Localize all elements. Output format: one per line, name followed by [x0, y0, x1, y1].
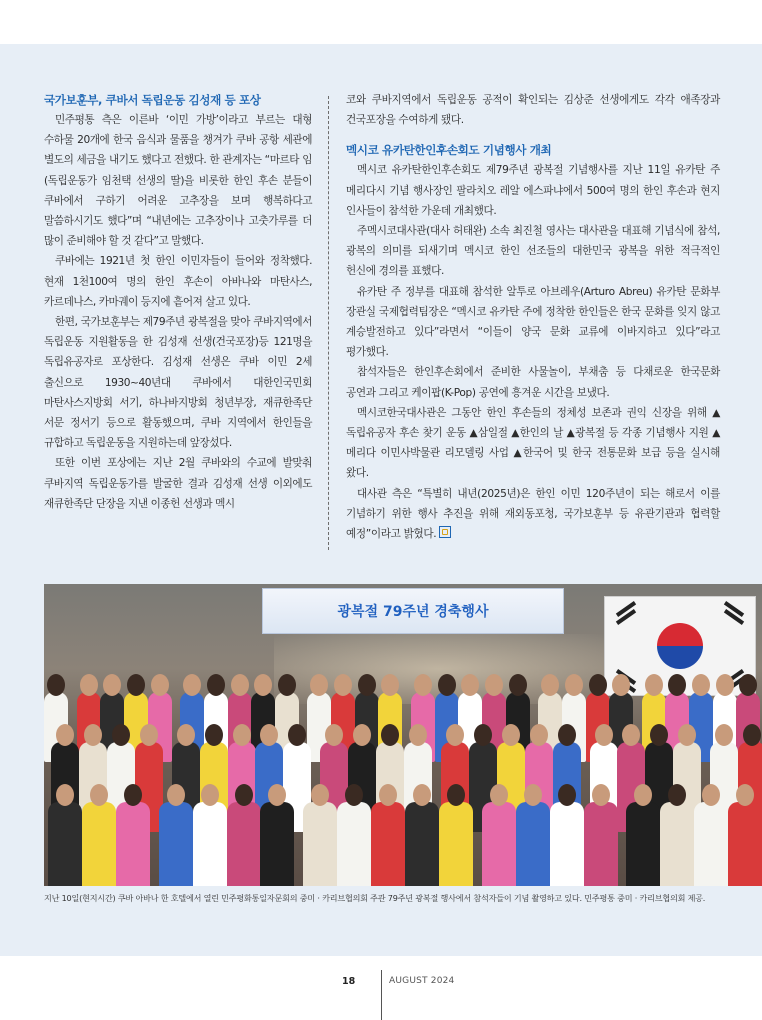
person: [728, 802, 762, 886]
person-head: [645, 674, 663, 696]
person: [159, 802, 193, 886]
right-paragraph-2: 주멕시코대사관(대사 허태완) 소속 최진철 영사는 대사관을 대표해 기념식에 참석, 광복의 의미를 되새기며 멕시코 한인 선조들의 대한민국 광복을 위한 적극적인 헌신에 경의를 표했다.: [346, 225, 720, 278]
page-number: 18: [342, 976, 356, 987]
person: [516, 802, 550, 886]
person-head: [692, 674, 710, 696]
person-head: [592, 784, 610, 806]
person: [260, 802, 294, 886]
person-head: [413, 784, 431, 806]
person: [337, 802, 371, 886]
right-paragraph-6: [346, 484, 720, 545]
column-divider: [328, 96, 329, 550]
person-head: [461, 674, 479, 696]
person-head: [447, 784, 465, 806]
left-column: [44, 90, 312, 514]
person-head: [736, 784, 754, 806]
person-head: [715, 724, 733, 746]
person: [439, 802, 473, 886]
person-head: [438, 674, 456, 696]
person-head: [207, 674, 225, 696]
right-paragraph-1: 멕시코 유카탄한인후손회도 제79주년 광복절 기념행사를 지난 11일 유카탄 주 메리다시 기념 행사장인 팔라치오 레알 에스파냐에서 500여 명의 한인 후손과 현지 인사들이 참석한 가운데 개최했다.: [346, 164, 720, 217]
person-head: [112, 724, 130, 746]
person-head: [201, 784, 219, 806]
left-paragraph-4: 또한 이번 포상에는 지난 2월 쿠바와의 수교에 발맞춰 쿠바지역 독립운동가를 발굴한 결과 김성재 선생 이외에도 재큐한족단 단장을 지낸 이종헌 선생과 멕시: [44, 457, 312, 510]
person-head: [47, 674, 65, 696]
person-head: [353, 724, 371, 746]
person-head: [268, 784, 286, 806]
person: [405, 802, 439, 886]
right-heading: 멕시코 유카탄한인후손회도 기념행사 개최: [346, 143, 552, 158]
person-head: [127, 674, 145, 696]
person: [303, 802, 337, 886]
person-head: [558, 784, 576, 806]
crowd: [44, 664, 762, 886]
person-head: [743, 724, 761, 746]
person: [660, 802, 694, 886]
person-head: [474, 724, 492, 746]
person-head: [167, 784, 185, 806]
person-head: [254, 674, 272, 696]
person-head: [612, 674, 630, 696]
person-head: [345, 784, 363, 806]
group-photo: [44, 584, 762, 886]
person-head: [325, 724, 343, 746]
person-head: [205, 724, 223, 746]
person-head: [634, 784, 652, 806]
person: [116, 802, 150, 886]
person-head: [668, 784, 686, 806]
person-head: [379, 784, 397, 806]
person-head: [278, 674, 296, 696]
person-head: [310, 674, 328, 696]
page-footer: [0, 970, 762, 1020]
person: [227, 802, 261, 886]
left-heading: 국가보훈부, 쿠바서 독립운동 김성재 등 포상: [44, 93, 261, 107]
footer-divider: [381, 970, 382, 1020]
person: [193, 802, 227, 886]
photo-caption: 지난 10일(현지시간) 쿠바 아바나 한 호텔에서 열린 민주평화통일자문회의 중미 · 카리브협의회 주관 79주년 광복절 행사에서 참석자들이 기념 촬영하고 있다. 민주평통 중미 · 카리브협의회 제공.: [44, 893, 706, 903]
right-paragraph-6-text: 대사관 측은 “특별히 내년(2025년)은 한인 이민 120주년이 되는 해로서 이를 기념하기 위한 행사 추진을 위해 재외동포청, 국가보훈부 등 유관기관과 협력할 예정”이라고 밝혔다.: [346, 487, 720, 541]
right-continuation: 코와 쿠바지역에서 독립운동 공적이 확인되는 김상준 선생에게도 각각 애족장과 건국포장을 수여하게 됐다.: [346, 94, 720, 127]
event-banner: [262, 588, 564, 634]
right-paragraph-3: 유카탄 주 정부를 대표해 참석한 알투로 아브레우(Arturo Abreu) 유카탄 문화부 장관실 국제협력팀장은 “멕시코 유카탄 주에 정착한 한인들은 한국 문화를 잊지 않고 계승발전하고 있다”라면서 “이들이 양국 문화 교류에 이바지하고 있다”라고 평가했다.: [346, 285, 720, 359]
person-head: [103, 674, 121, 696]
left-paragraph-3: 한편, 국가보훈부는 제79주년 광복절을 맞아 쿠바지역에서 독립운동 지원활동을 한 김성재 선생(건국포장)등 121명을 독립유공자로 포상한다. 김성재 선생은 쿠바 이민 2세 출신으로 1930~40년대 쿠바에서 대한인국민회 마탄사스지방회 서기, 하나바지방회 청년부장, 재큐한족단 서문 정서기 등으로 활동했으며, 쿠바 지역에서 한인들을 규합하고 독립운동을 지원하는데 앞장섰다.: [44, 316, 312, 450]
person: [482, 802, 516, 886]
person-head: [541, 674, 559, 696]
person: [626, 802, 660, 886]
person: [48, 802, 82, 886]
person-head: [233, 724, 251, 746]
person: [550, 802, 584, 886]
person: [694, 802, 728, 886]
person-head: [288, 724, 306, 746]
person-head: [260, 724, 278, 746]
person-head: [678, 724, 696, 746]
person-head: [90, 784, 108, 806]
person-head: [235, 784, 253, 806]
person-head: [558, 724, 576, 746]
person-head: [509, 674, 527, 696]
person-head: [56, 784, 74, 806]
person-head: [446, 724, 464, 746]
person-head: [650, 724, 668, 746]
person-head: [565, 674, 583, 696]
person-head: [183, 674, 201, 696]
right-paragraph-4: 참석자들은 한인후손회에서 준비한 사물놀이, 부채춤 등 다채로운 한국문화 공연과 그리고 케이팝(K-Pop) 공연에 흥겨운 시간을 보냈다.: [346, 366, 720, 399]
person-head: [414, 674, 432, 696]
person: [371, 802, 405, 886]
person-head: [490, 784, 508, 806]
right-paragraph-5: 멕시코한국대사관은 그동안 한인 후손들의 정체성 보존과 권익 신장을 위해 ▲독립유공자 후손 찾기 운동 ▲삼일절 ▲한인의 날 ▲광복절 등 각종 기념행사 지원 ▲메리다 이민사박물관 리모델링 사업 ▲한국어 및 한국 전통문화 보급 등을 실시해 왔다.: [346, 406, 720, 480]
issue-date: AUGUST 2024: [389, 976, 455, 986]
person-head: [739, 674, 757, 696]
person-head: [84, 724, 102, 746]
person-head: [530, 724, 548, 746]
person-head: [177, 724, 195, 746]
person-head: [409, 724, 427, 746]
person-head: [485, 674, 503, 696]
person-head: [381, 674, 399, 696]
right-column: [346, 90, 720, 544]
left-paragraph-1: 민주평통 측은 이른바 ‘이민 가방’이라고 부르는 대형 수하물 20개에 한국 음식과 물품을 챙겨가 쿠바 공항 세관에 별도의 세금을 내기도 했다고 전했다. 한 관계자는 “마르타 임(독립운동가 임천택 선생의 딸)을 비롯한 한인 후손 분들이 쿠바에서 구하기 어려운 고추장을 보며 행복하다고 말씀하시기도 했다”며 “내년에는 고추장이나 고춧가루를 더 많이 준비해야 할 것 같다”고 말했다.: [44, 114, 312, 248]
person-head: [668, 674, 686, 696]
person-head: [151, 674, 169, 696]
person-head: [381, 724, 399, 746]
person-head: [124, 784, 142, 806]
person-head: [80, 674, 98, 696]
person-head: [140, 724, 158, 746]
person-head: [716, 674, 734, 696]
person-head: [311, 784, 329, 806]
person-head: [595, 724, 613, 746]
person-head: [334, 674, 352, 696]
person-head: [622, 724, 640, 746]
left-paragraph-2: 쿠바에는 1921년 첫 한인 이민자들이 들어와 정착했다. 현재 1천100여 명의 한인 후손이 아바나와 마탄사스, 카르데나스, 카마궤이 등지에 흩어져 살고 있다.: [44, 255, 312, 308]
person: [584, 802, 618, 886]
person-head: [231, 674, 249, 696]
person-head: [56, 724, 74, 746]
person-head: [358, 674, 376, 696]
person: [82, 802, 116, 886]
end-mark-icon: [439, 526, 451, 538]
person-head: [524, 784, 542, 806]
person-head: [589, 674, 607, 696]
person-head: [502, 724, 520, 746]
banner-title: 광복절 79주년 경축행사: [337, 604, 489, 620]
person-head: [702, 784, 720, 806]
